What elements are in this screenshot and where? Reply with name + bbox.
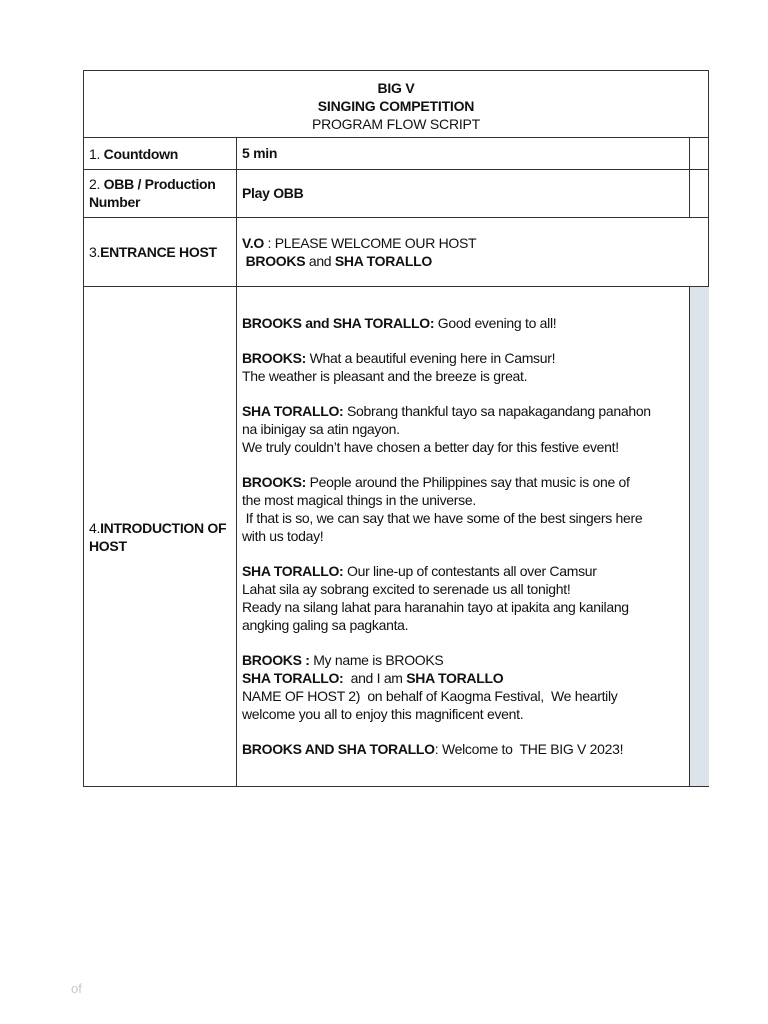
program-flow-table [83,70,709,787]
script-paragraph: SHA TORALLO: Sobrang thankful tayo sa napakagandang panahon na ibinigay sa atin ngayon. We truly couldn’t have chosen a better day for this festive event! [242,403,651,455]
row-4-label: 4.INTRODUCTION OF HOST [89,520,227,554]
column-divider [689,169,690,217]
row-1-content: 5 min [242,145,278,161]
column-divider [689,137,690,169]
host-script [242,314,651,775]
title-line-1: BIG V [377,80,415,96]
row-divider [84,217,708,218]
script-paragraph: BROOKS: People around the Philippines say that music is one of the most magical things in the universe. If that is so, we can say that we have some of the best singers here with us today! [242,474,643,544]
column-divider [236,137,237,786]
row-3-label: 3.ENTRANCE HOST [89,244,217,260]
script-paragraph: BROOKS: What a beautiful evening here in Camsur! The weather is pleasant and the breeze is great. [242,350,556,384]
row-3-content: V.O : PLEASE WELCOME OUR HOST BROOKS and SHA TORALLO [242,235,477,269]
row-2-label: 2. OBB / Production Number [89,176,216,210]
row-2-content: Play OBB [242,185,304,201]
row-divider [84,137,708,138]
title-line-3: PROGRAM FLOW SCRIPT [311,116,481,132]
row-divider [84,169,708,170]
row-1-label: 1. Countdown [89,146,178,162]
row-divider [84,286,708,287]
script-paragraph: BROOKS and SHA TORALLO: Good evening to all! [242,315,557,331]
shaded-column [689,287,709,786]
document-title [84,79,708,133]
script-paragraph: BROOKS : My name is BROOKS SHA TORALLO: and I am SHA TORALLO NAME OF HOST 2) on behalf of Kaogma Festival, We heartily welcome you all to enjoy this magnificent event. [242,652,618,722]
title-line-2: SINGING COMPETITION [317,98,475,114]
script-paragraph: SHA TORALLO: Our line-up of contestants all over Camsur Lahat sila ay sobrang excited to serenade us all tonight! Ready na silang lahat para haranahin tayo at ipakita ang kanilang angking galing sa pagkanta. [242,563,629,633]
script-paragraph: BROOKS AND SHA TORALLO: Welcome to THE BIG V 2023! [242,741,624,757]
page-footer: of [71,981,82,996]
